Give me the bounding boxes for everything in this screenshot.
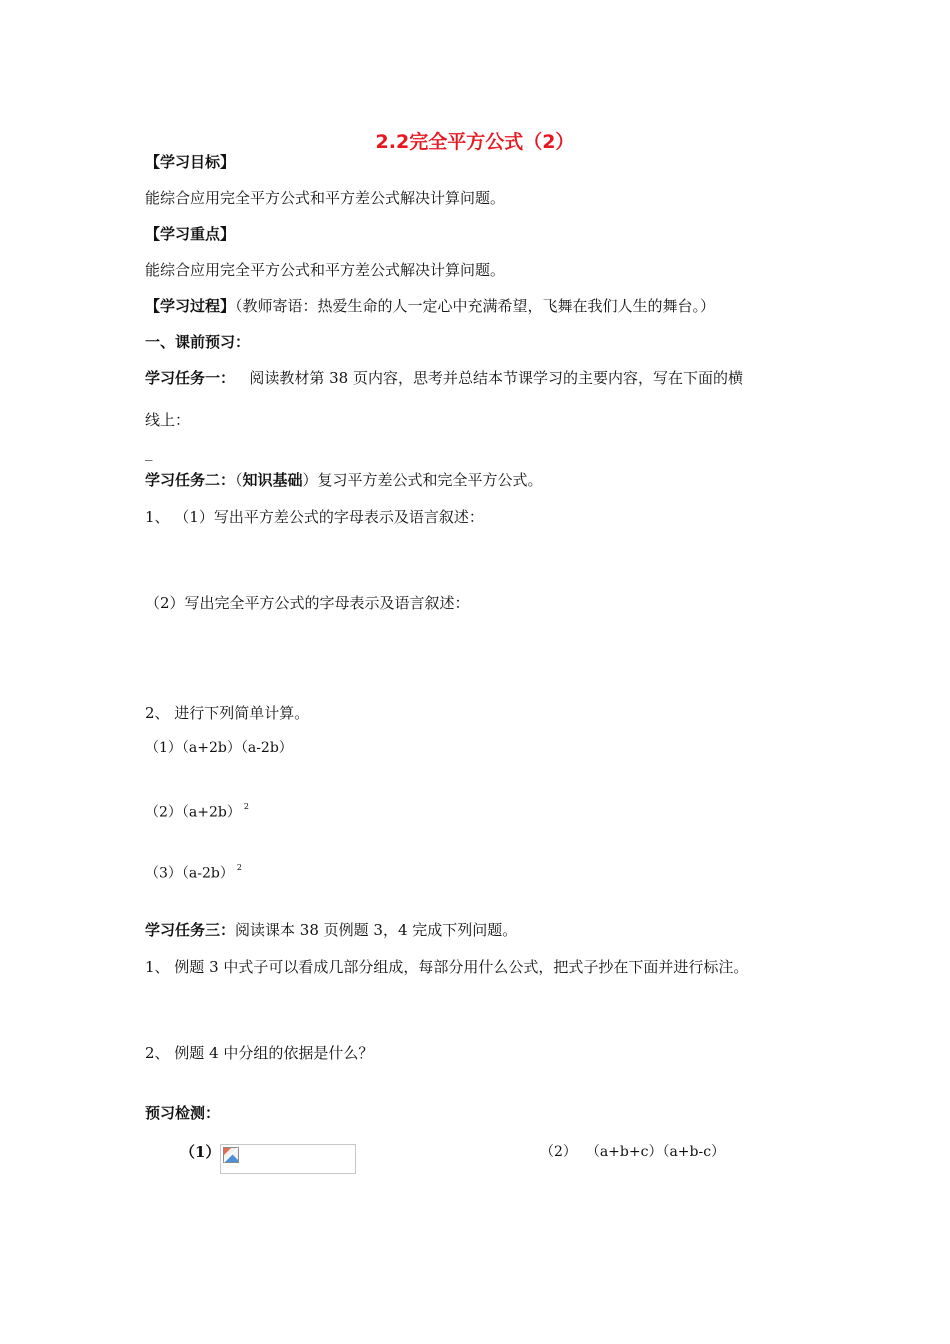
task3-question-2: 2、 例题 4 中分组的依据是什么？ bbox=[145, 1044, 374, 1062]
task3-question-1: 1、 例题 3 中式子可以看成几部分组成，每部分用什么公式，把式子抄在下面并进行标注。 bbox=[145, 958, 749, 976]
check-item-1-label: （1） bbox=[180, 1143, 221, 1161]
task1-line bbox=[145, 368, 743, 388]
task3-label: 学习任务三： bbox=[145, 921, 236, 939]
broken-image-placeholder bbox=[220, 1144, 356, 1174]
check-item-2 bbox=[540, 1142, 725, 1162]
calc-item-2-exponent: 2 bbox=[243, 802, 249, 811]
broken-image-icon bbox=[223, 1147, 239, 1163]
task2-bold-text: 知识基础 bbox=[242, 471, 303, 489]
task1-text: 阅读教材第 38 页内容，思考并总结本节课学习的主要内容，写在下面的横 bbox=[235, 369, 743, 387]
process-heading: 【学习过程】 bbox=[145, 297, 236, 315]
preview-heading: 一、课前预习： bbox=[145, 333, 251, 351]
calc-item-3-text: （3）（a-2b） bbox=[145, 865, 234, 882]
task3-line bbox=[145, 920, 517, 940]
process-line bbox=[145, 296, 715, 316]
question-1: 1、 （1）写出平方差公式的字母表示及语言叙述： bbox=[145, 508, 484, 526]
task2-rest: ）复习平方差公式和完全平方公式。 bbox=[302, 471, 543, 489]
check-heading: 预习检测： bbox=[145, 1104, 221, 1122]
document-title: 2.2完全平方公式（2） bbox=[375, 131, 575, 153]
focus-text: 能综合应用完全平方公式和平方差公式解决计算问题。 bbox=[145, 261, 506, 279]
calc-item-2-text: （2）（a+2b） bbox=[145, 804, 241, 821]
check-item-2-label: （2） bbox=[540, 1144, 577, 1160]
calc-item-1 bbox=[145, 738, 293, 758]
question-2: 2、 进行下列简单计算。 bbox=[145, 704, 310, 722]
teacher-note: （教师寄语：热爱生命的人一定心中充满希望，飞舞在我们人生的舞台。） bbox=[235, 297, 716, 315]
task1-label: 学习任务一： bbox=[145, 369, 236, 387]
task2-paren: （ bbox=[235, 471, 243, 489]
calc-item-3-exponent: 2 bbox=[236, 863, 242, 872]
goal-heading: 【学习目标】 bbox=[145, 153, 236, 171]
task1-continuation: 线上： bbox=[145, 411, 191, 429]
check-item-2-expression: （a+b+c）（a+b-c） bbox=[585, 1144, 726, 1160]
task2-line bbox=[145, 470, 543, 490]
task3-text: 阅读课本 38 页例题 3，4 完成下列问题。 bbox=[235, 921, 518, 939]
goal-text: 能综合应用完全平方公式和平方差公式解决计算问题。 bbox=[145, 189, 506, 207]
answer-blank-line: _ bbox=[145, 443, 153, 461]
task2-label: 学习任务二： bbox=[145, 471, 236, 489]
focus-heading: 【学习重点】 bbox=[145, 225, 236, 243]
question-1b: （2）写出完全平方公式的字母表示及语言叙述： bbox=[145, 594, 470, 612]
calc-item-1-text: （1）（a+2b）（a-2b） bbox=[145, 740, 293, 756]
calc-item-3 bbox=[145, 860, 242, 884]
calc-item-2 bbox=[145, 799, 249, 823]
